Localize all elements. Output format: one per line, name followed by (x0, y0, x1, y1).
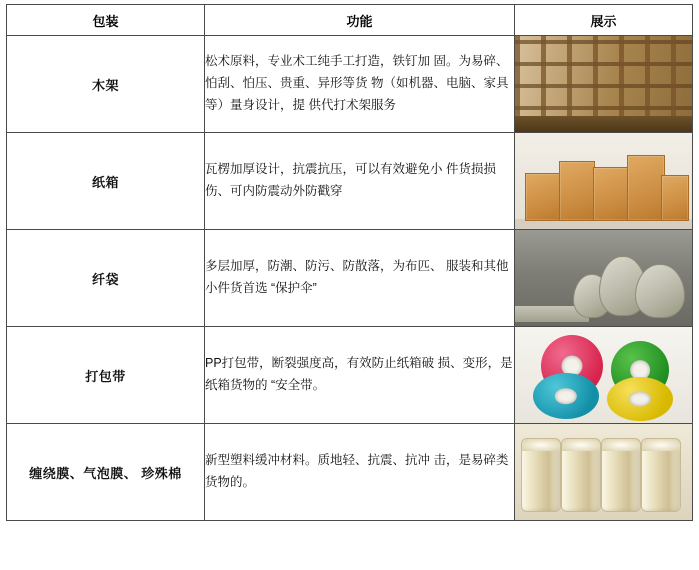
package-name-strapping-band: 打包带 (7, 327, 205, 424)
table-row (7, 36, 693, 133)
column-header-function: 功能 (205, 5, 515, 36)
box-shape (627, 155, 665, 221)
stretch-film-rolls-photo (515, 424, 692, 520)
cardboard-boxes-photo (515, 133, 692, 229)
film-roll-shape (521, 438, 561, 512)
film-roll-shape (561, 438, 601, 512)
table-row (7, 424, 693, 521)
table-row (7, 230, 693, 327)
table-row (7, 133, 693, 230)
packaging-table (6, 4, 693, 521)
wooden-crate-photo (515, 36, 692, 132)
box-shape (559, 161, 595, 221)
package-function-strapping-band: PP打包带，断裂强度高，有效防止纸箱破 损、变形，是纸箱货物的 “安全带。 (205, 327, 515, 424)
table-body (7, 36, 693, 521)
package-name-woven-bag: 纤袋 (7, 230, 205, 327)
package-function-woven-bag: 多层加厚，防潮、防污、防散落，为布匹、 服装和其他小件货首选 “保护伞” (205, 230, 515, 327)
package-function-carton: 瓦楞加厚设计，抗震抗压，可以有效避免小 件货损损伤、可内防震动外防戳穿 (205, 133, 515, 230)
package-function-wooden-crate: 松术原料，专业术工纯手工打造，铁钉加 固。为易碎、怕刮、怕压、贵重、异形等货 物（如机器、电脑、家具等）量身设计，提 供代打术架服务 (205, 36, 515, 133)
column-header-package: 包装 (7, 5, 205, 36)
package-display-stretch-film (515, 424, 693, 521)
package-display-strapping-band (515, 327, 693, 424)
package-name-stretch-film: 缠绕膜、气泡膜、 珍殊棉 (7, 424, 205, 521)
box-shape (525, 173, 561, 221)
roll-shape (533, 373, 599, 419)
column-header-display: 展示 (515, 5, 693, 36)
roll-shape (607, 377, 673, 421)
woven-bags-photo (515, 230, 692, 326)
film-roll-shape (601, 438, 641, 512)
package-name-carton: 纸箱 (7, 133, 205, 230)
table-header-row (7, 5, 693, 36)
package-name-wooden-crate: 木架 (7, 36, 205, 133)
package-display-woven-bag (515, 230, 693, 327)
table-header (7, 5, 693, 36)
strapping-band-rolls-photo (515, 327, 692, 423)
package-display-carton (515, 133, 693, 230)
package-display-wooden-crate (515, 36, 693, 133)
package-function-stretch-film: 新型塑料缓冲材料。质地轻、抗震、抗冲 击，是易碎类货物的。 (205, 424, 515, 521)
box-shape (593, 167, 629, 221)
bag-shape (635, 264, 685, 318)
film-roll-shape (641, 438, 681, 512)
box-shape (661, 175, 689, 221)
table-row (7, 327, 693, 424)
